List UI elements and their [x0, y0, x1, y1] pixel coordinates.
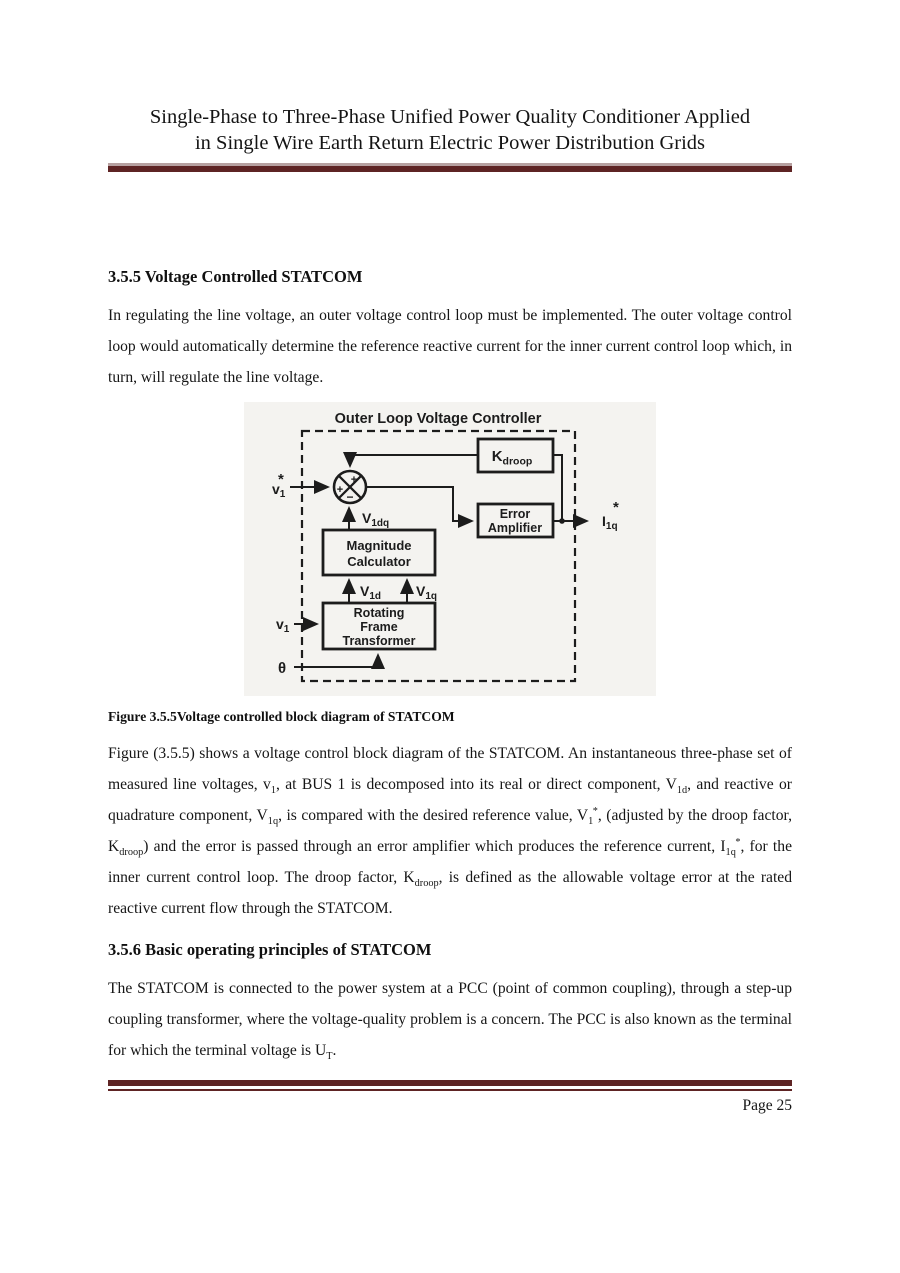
footer	[108, 1080, 792, 1115]
svg-text:v1	[276, 616, 290, 635]
paragraph-pcc: The STATCOM is connected to the power system at a PCC (point of common coupling), through a step-up coupling transformer, where the voltage-quality problem is a concern. The PCC is also known as the terminal for which the terminal voltage is $U_T$.	[108, 980, 792, 1063]
block-error-amplifier	[478, 504, 553, 537]
kdroop-sub: droop	[502, 455, 533, 468]
signal-v1d	[349, 581, 381, 603]
section-heading-355: 3.5.5 Voltage Controlled STATCOM	[108, 267, 363, 286]
diagram-title: Outer Loop Voltage Controller	[334, 411, 542, 427]
error-amplifier-line1: Error	[499, 507, 531, 521]
i1qref-sub: 1q	[605, 521, 618, 532]
rft-line2: Frame	[360, 620, 398, 634]
arrow-kdroop-to-sum	[350, 455, 478, 465]
v1ref-star: *	[278, 471, 284, 488]
theta-label: θ	[278, 660, 287, 677]
v1-sub: 1	[283, 624, 290, 635]
header-rule	[108, 163, 792, 172]
footer-rule-dark	[108, 1080, 792, 1086]
v1ref-base: v	[272, 481, 280, 497]
signal-theta	[278, 656, 378, 677]
figure-caption: Figure 3.5.5Voltage controlled block diagram of STATCOM	[108, 709, 455, 724]
rft-line1: Rotating	[353, 606, 405, 620]
i1qref-star: *	[613, 499, 619, 516]
figure-statcom-diagram	[244, 402, 656, 696]
section-heading-356: 3.5.6 Basic operating principles of STATCOM	[108, 940, 432, 959]
sum-sign-bottom: −	[346, 490, 354, 504]
document-title	[108, 0, 792, 156]
i1qref-base: I	[602, 513, 606, 529]
paragraph-regulating: In regulating the line voltage, an outer voltage control loop must be implemented. The outer voltage control loop would automatically determine the reference reactive current for the inner current control loop which, in turn, will regulate the line voltage.	[108, 307, 792, 386]
signal-v1dq	[349, 509, 389, 530]
block-diagram-svg	[250, 404, 650, 694]
v1ref-sub: 1	[279, 489, 286, 500]
magnitude-line1: Magnitude	[346, 538, 412, 553]
kdroop-base: K	[491, 448, 503, 465]
v1-base: v	[276, 616, 284, 632]
svg-text:V1d	[360, 583, 381, 602]
svg-text:V1dq	[362, 510, 389, 529]
signal-v1	[276, 616, 316, 635]
paragraph-discussion: Figure (3.5.5) shows a voltage control block diagram of the STATCOM. An instantaneous three-phase set of measured line voltages, $v_1$, at BUS 1 is decomposed into its real or direct component, $V_{1d}$, and reactive or quadrature component, $V_{1q}$, is compared with the desired reference value, $V_1^*$, (adjusted by the droop factor, $K_{droop}$) and the error is passed through an error amplifier which produces the reference current, $I_{1q}^*$, for the inner current control loop. The droop factor, $K_{droop}$, is defined as the allowable voltage error at the rated reactive current flow through the STATCOM.	[108, 745, 792, 917]
block-rotating-frame-transformer	[323, 603, 435, 649]
arrow-theta-to-rft	[294, 656, 378, 667]
arrow-sum-to-error-amplifier	[366, 487, 471, 521]
svg-text:V1q	[416, 583, 437, 602]
signal-v1-reference	[272, 471, 327, 500]
signal-v1q	[407, 581, 437, 603]
sum-sign-top: +	[350, 474, 358, 486]
v1q-base: V	[416, 583, 426, 599]
summing-junction	[334, 471, 366, 504]
magnitude-line2: Calculator	[347, 554, 411, 569]
page-number: Page 25	[742, 1097, 792, 1114]
header-rule-dark	[108, 166, 792, 172]
sum-sign-left: +	[336, 484, 344, 496]
signal-i1q-reference	[602, 499, 619, 532]
output-network	[553, 455, 586, 524]
rft-line3: Transformer	[342, 634, 416, 648]
document-title-line2: in Single Wire Earth Return Electric Power Distribution Grids	[194, 132, 706, 154]
v1dq-base: V	[362, 510, 372, 526]
v1dq-sub: 1dq	[371, 518, 390, 529]
block-kdroop	[478, 439, 553, 472]
v1d-sub: 1d	[369, 591, 382, 602]
junction-dot	[559, 518, 565, 524]
block-magnitude-calculator	[323, 530, 435, 575]
error-amplifier-line2: Amplifier	[487, 521, 543, 535]
v1q-sub: 1q	[425, 591, 438, 602]
document-title-line1: Single-Phase to Three-Phase Unified Power Quality Conditioner Applied	[149, 106, 751, 128]
footer-rule-thin	[108, 1089, 792, 1091]
v1d-base: V	[360, 583, 370, 599]
